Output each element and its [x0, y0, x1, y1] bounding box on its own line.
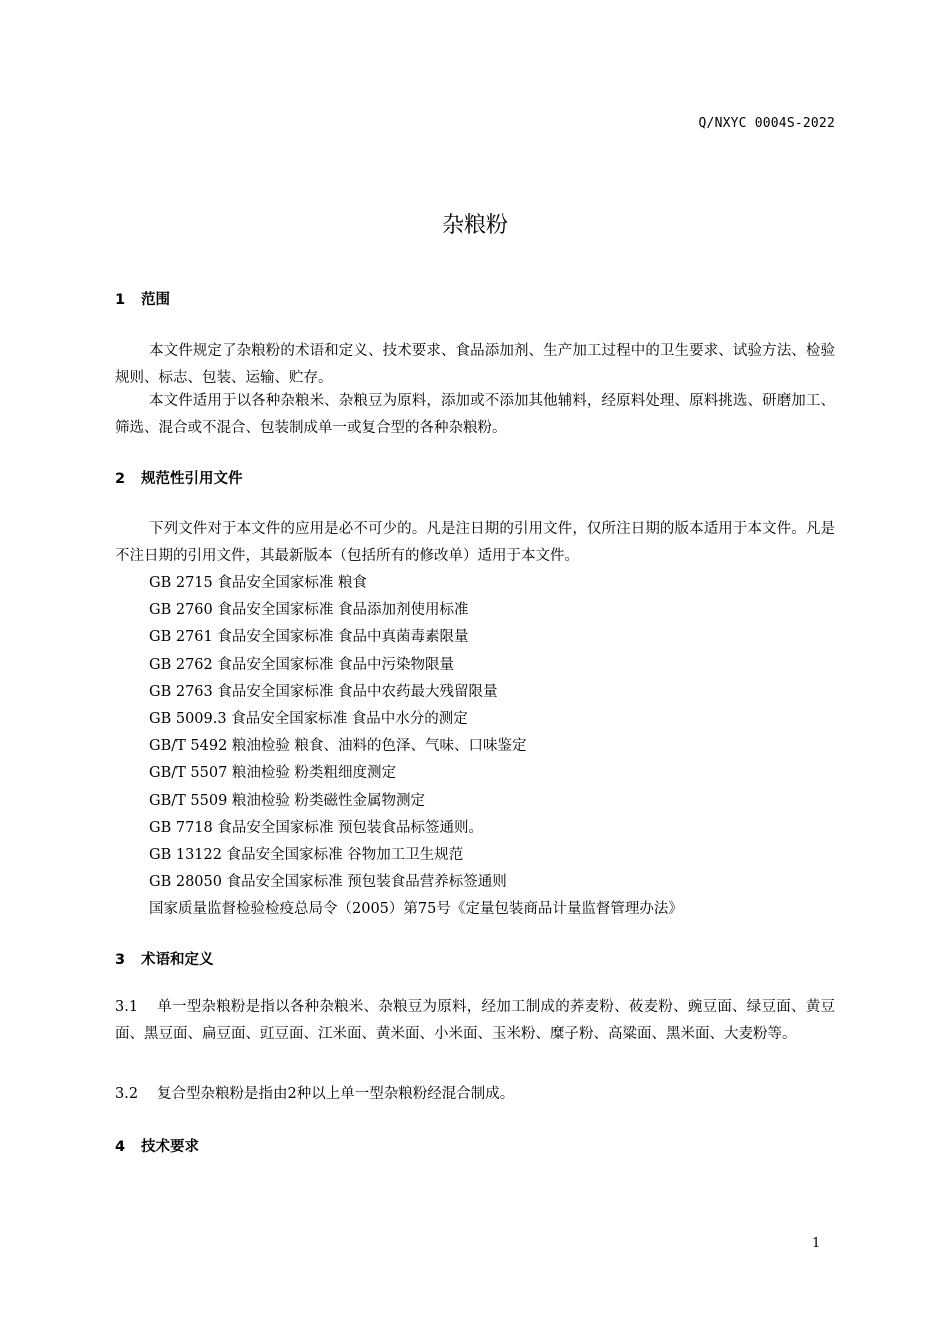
- reference-item: GB 28050 食品安全国家标准 预包装食品营养标签通则: [149, 874, 507, 891]
- term-text: 复合型杂粮粉是指由2种以上单一型杂粮粉经混合制成。: [157, 1086, 515, 1102]
- section-heading-terms: [115, 948, 214, 969]
- reference-item: GB 2760 食品安全国家标准 食品添加剂使用标准: [149, 602, 469, 619]
- reference-item: GB 2762 食品安全国家标准 食品中污染物限量: [149, 656, 454, 673]
- section-title: 范围: [141, 292, 170, 308]
- reference-item: GB/T 5509 粮油检验 粉类磁性金属物测定: [149, 792, 426, 809]
- reference-item: GB 13122 食品安全国家标准 谷物加工卫生规范: [149, 847, 464, 864]
- reference-item: GB 2763 食品安全国家标准 食品中农药最大残留限量: [149, 683, 498, 700]
- section-heading-references: [115, 467, 243, 488]
- references-intro: 下列文件对于本文件的应用是必不可少的。凡是注日期的引用文件，仅所注日期的版本适用于本文件。凡是不注日期的引用文件，其最新版本（包括所有的修改单）适用于本文件。: [115, 521, 835, 564]
- section-heading-scope: [115, 288, 170, 309]
- term-definition-3-2: [115, 1081, 835, 1108]
- scope-paragraph-1: 本文件规定了杂粮粉的术语和定义、技术要求、食品添加剂、生产加工过程中的卫生要求、试验方法、检验规则、标志、包装、运输、贮存。: [115, 343, 835, 386]
- section-title: 规范性引用文件: [141, 471, 243, 487]
- term-text: 单一型杂粮粉是指以各种杂粮米、杂粮豆为原料，经加工制成的荞麦粉、莜麦粉、豌豆面、绿豆面、黄豆面、黑豆面、扁豆面、豇豆面、江米面、黄米面、小米面、玉米粉、糜子粉、高粱面、黑米面、大麦粉等。: [115, 999, 835, 1042]
- section-number: 2: [115, 471, 126, 487]
- reference-item: GB 2761 食品安全国家标准 食品中真菌毒素限量: [149, 629, 469, 646]
- reference-item: GB 2715 食品安全国家标准 粮食: [149, 575, 367, 591]
- reference-item: GB 7718 食品安全国家标准 预包装食品标签通则。: [149, 819, 483, 836]
- reference-item: GB 5009.3 食品安全国家标准 食品中水分的测定: [149, 711, 468, 728]
- section-title: 技术要求: [141, 1139, 199, 1155]
- section-heading-tech: [115, 1135, 199, 1156]
- page-number: 1: [812, 1236, 821, 1251]
- reference-list: [149, 570, 683, 924]
- section-number: 3: [115, 952, 126, 968]
- term-number: 3.1: [115, 999, 139, 1015]
- section-number: 4: [115, 1139, 126, 1155]
- standard-code: Q/NXYC 0004S-2022: [698, 116, 835, 131]
- reference-item: 国家质量监督检验检疫总局令（2005）第75号《定量包装商品计量监督管理办法》: [149, 901, 683, 918]
- document-title: 杂粮粉: [441, 213, 508, 238]
- scope-paragraph-2: 本文件适用于以各种杂粮米、杂粮豆为原料，添加或不添加其他辅料，经原料处理、原料挑选、研磨加工、筛选、混合或不混合、包装制成单一或复合型的各种杂粮粉。: [115, 393, 835, 436]
- reference-item: GB/T 5492 粮油检验 粮食、油料的色泽、气味、口味鉴定: [149, 738, 527, 755]
- section-title: 术语和定义: [141, 952, 214, 968]
- term-number: 3.2: [115, 1086, 139, 1102]
- section-number: 1: [115, 292, 126, 308]
- reference-item: GB/T 5507 粮油检验 粉类粗细度测定: [149, 765, 397, 782]
- term-definition-3-1: [115, 994, 835, 1048]
